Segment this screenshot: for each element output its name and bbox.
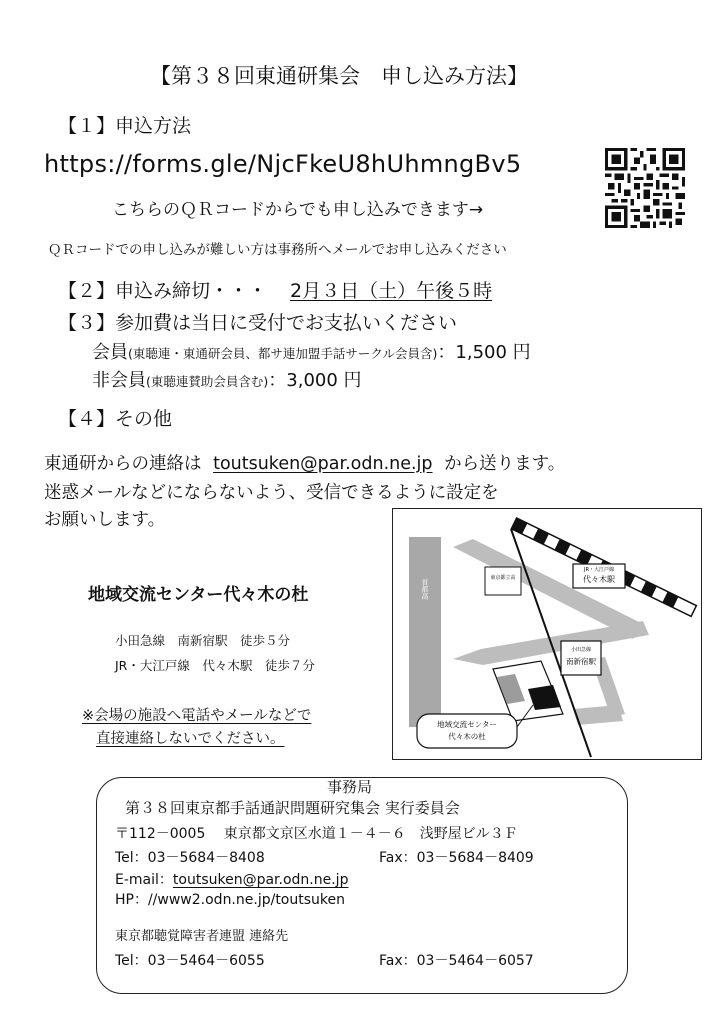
section4-heading: 【４】その他 <box>58 408 173 430</box>
office-email-link[interactable]: toutsuken@par.odn.ne.jp <box>172 872 349 888</box>
office-contact-tel: Tel：03－5464－6055 <box>115 953 265 969</box>
member-fee <box>92 338 531 364</box>
venue-access-2: JR・大江戸線 代々木駅 徒歩７分 <box>115 658 315 673</box>
contact-suffix: から送ります。 <box>444 454 566 474</box>
section3-heading: 【３】参加費は当日に受付でお支払いください <box>58 312 458 334</box>
form-url[interactable]: https://forms.gle/NjcFkeU8hUhmngBv5 <box>44 150 522 178</box>
venue-warning-2: 直接連絡しないでください。 <box>96 731 285 747</box>
office-email-row <box>115 869 348 889</box>
office-email-label: E-mail： <box>115 872 173 888</box>
section1-heading: 【１】申込方法 <box>58 115 192 137</box>
office-heading: 事務局 <box>327 778 373 796</box>
deadline: 2月３日（土）午後５時 <box>290 280 493 302</box>
venue-access-1: 小田急線 南新宿駅 徒歩５分 <box>115 633 291 648</box>
qr-code[interactable] <box>605 148 685 228</box>
member-price: ：1,500 円 <box>437 342 531 363</box>
nonmember-detail: (東聴連賛助会員含む) <box>146 374 269 389</box>
notice-line3: お願いします。 <box>44 510 166 530</box>
section2-heading: 【２】申込み締切・・・ <box>58 280 268 302</box>
map-minamishinjuku-label: 南新宿駅 <box>566 657 596 666</box>
nonmember-price: ：3,000 円 <box>268 370 362 391</box>
contact-prefix: 東通研からの連絡は <box>44 454 202 474</box>
mail-note: ＱＲコードでの申し込みが難しい方は事務所へメールでお申し込みください <box>48 242 507 258</box>
office-contact-fax: Fax：03－5464－6057 <box>379 953 534 969</box>
contact-line <box>44 450 565 475</box>
office-address: 〒112－0005 東京都文京区水道１－４－６ 浅野屋ビル３Ｆ <box>115 826 518 842</box>
venue-warning-1: ※会場の施設へ電話やメールなどで <box>82 708 312 724</box>
office-hp[interactable]: HP：//www2.odn.ne.jp/toutsuken <box>115 892 345 908</box>
qr-note: こちらのＱＲコードからでも申し込みできます→ <box>112 200 484 220</box>
map-yoyogi-label: 代々木駅 <box>583 575 615 584</box>
member-detail: (東聴連・東通研会員、都サ連加盟手話サークル会員含) <box>128 346 438 361</box>
map-road-diagonal <box>453 539 643 639</box>
venue-map <box>392 508 702 760</box>
map-yoyogi-top: JR・大江戸線 <box>584 567 614 573</box>
member-label: 会員 <box>92 342 128 363</box>
office-org: 第３８回東京都手話通訳問題研究集会 実行委員会 <box>125 799 460 817</box>
page-title: 【第３８回東通研集会 申し込み方法】 <box>150 64 528 88</box>
office-tel: Tel：03－5684－8408 <box>115 850 265 866</box>
map-minamishinjuku-top: 小田急線 <box>570 647 592 653</box>
nonmember-label: 非会員 <box>92 370 146 391</box>
map-highway <box>409 537 441 727</box>
nonmember-fee <box>92 366 362 392</box>
office-box <box>96 777 628 994</box>
contact-email-link[interactable]: toutsuken@par.odn.ne.jp <box>213 454 433 474</box>
map-venue-label-1: 地域交流センター <box>437 720 497 729</box>
map-school-label: 東京都立高 <box>490 575 516 581</box>
notice-line2: 迷惑メールなどにならないよう、受信できるように設定を <box>44 483 499 503</box>
office-fax: Fax：03－5684－8409 <box>379 850 534 866</box>
map-venue-label-2: 代々木の杜 <box>448 732 486 741</box>
map-road-label: 首都高 <box>421 578 429 600</box>
venue-name: 地域交流センター代々木の杜 <box>88 585 309 605</box>
office-contact-label: 東京都聴覚障害者連盟 連絡先 <box>115 929 289 944</box>
map-school <box>485 567 521 595</box>
